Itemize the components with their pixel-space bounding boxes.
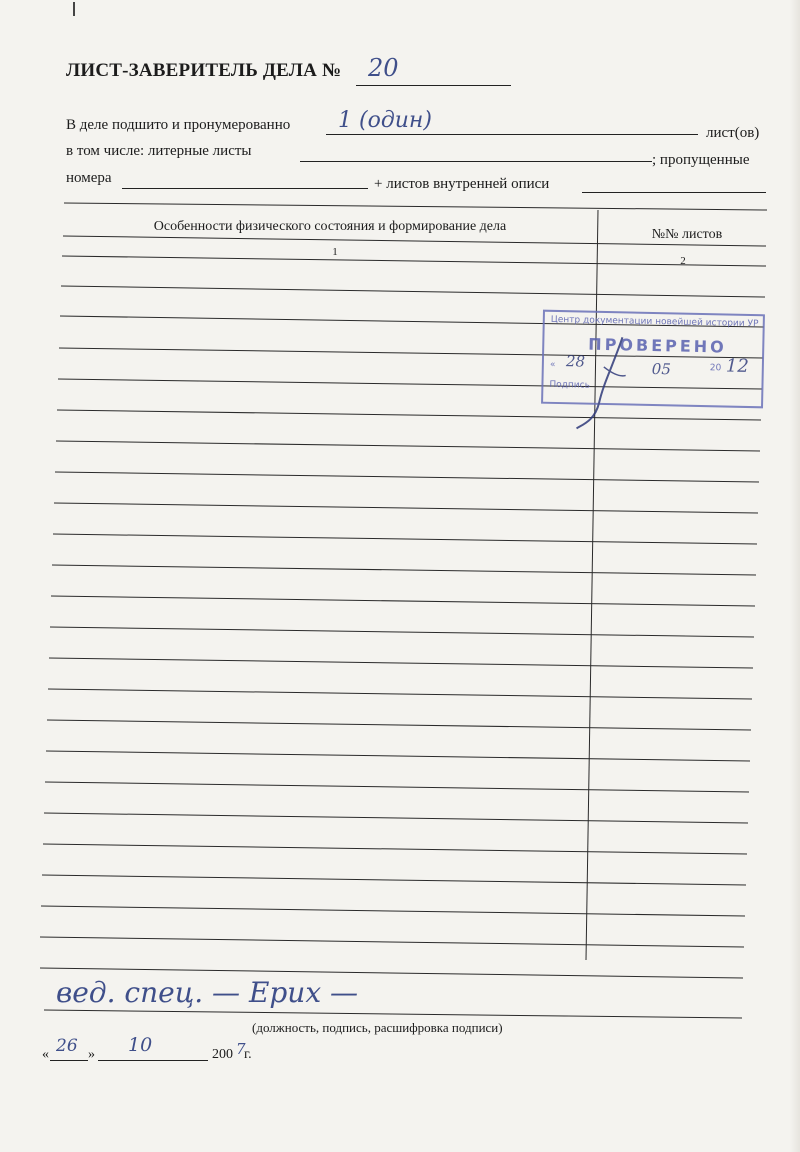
case-number: 20 bbox=[368, 54, 399, 82]
date-month: 10 bbox=[128, 1034, 153, 1056]
stamp-date-prefix: « bbox=[549, 359, 556, 370]
verification-stamp bbox=[541, 310, 765, 409]
signature-line bbox=[44, 1010, 742, 1018]
internal-inventory-label: + листов внутренней описи bbox=[374, 176, 550, 192]
stamp-signature-label: Подпись bbox=[549, 379, 591, 391]
signature-caption: (должность, подпись, расшифровка подписи) bbox=[252, 1020, 503, 1035]
date-day-underline bbox=[50, 1060, 88, 1061]
page-title: ЛИСТ-ЗАВЕРИТЕЛЬ ДЕЛА № bbox=[66, 60, 342, 81]
table-row-line bbox=[62, 256, 766, 266]
sheets-unit: лист(ов) bbox=[706, 125, 760, 141]
sheets-label: В деле подшито и пронумерованно bbox=[66, 117, 291, 133]
signature-handwritten: вед. спец. — Ериx — bbox=[56, 976, 359, 1009]
including-label: в том числе: литерные листы bbox=[66, 143, 252, 159]
date-day: 26 bbox=[56, 1036, 78, 1056]
stamp-signature-scribble bbox=[572, 332, 634, 433]
date-close-quote: » bbox=[88, 1047, 95, 1062]
date-month-underline bbox=[98, 1060, 208, 1061]
date-open-quote: « bbox=[42, 1047, 49, 1062]
column-header-sheets: №№ листов bbox=[651, 227, 723, 242]
stamp-verified: ПРОВЕРЕНО bbox=[588, 334, 727, 357]
date-year-digit: 7 bbox=[236, 1040, 246, 1058]
column-header-features: Особенности физического состояния и формирование дела bbox=[153, 219, 507, 234]
table-top-rule bbox=[64, 203, 767, 210]
date-year-suffix: г. bbox=[244, 1047, 252, 1062]
stamp-year-prefix: 20 bbox=[709, 363, 722, 374]
stamp-month: 05 bbox=[651, 359, 672, 379]
stamp-organization: Центр документации новейшей истории УР bbox=[550, 314, 759, 330]
skipped-label: ; пропущенные bbox=[652, 152, 750, 168]
numbers-label: номера bbox=[66, 170, 112, 186]
stamp-year: 12 bbox=[725, 355, 749, 378]
date-year-prefix: 200 bbox=[212, 1047, 233, 1062]
column-index-2: 2 bbox=[680, 255, 686, 267]
sheets-count: 1 (один) bbox=[338, 108, 433, 133]
column-index-1: 1 bbox=[332, 246, 338, 258]
stamp-day: 28 bbox=[565, 352, 586, 371]
